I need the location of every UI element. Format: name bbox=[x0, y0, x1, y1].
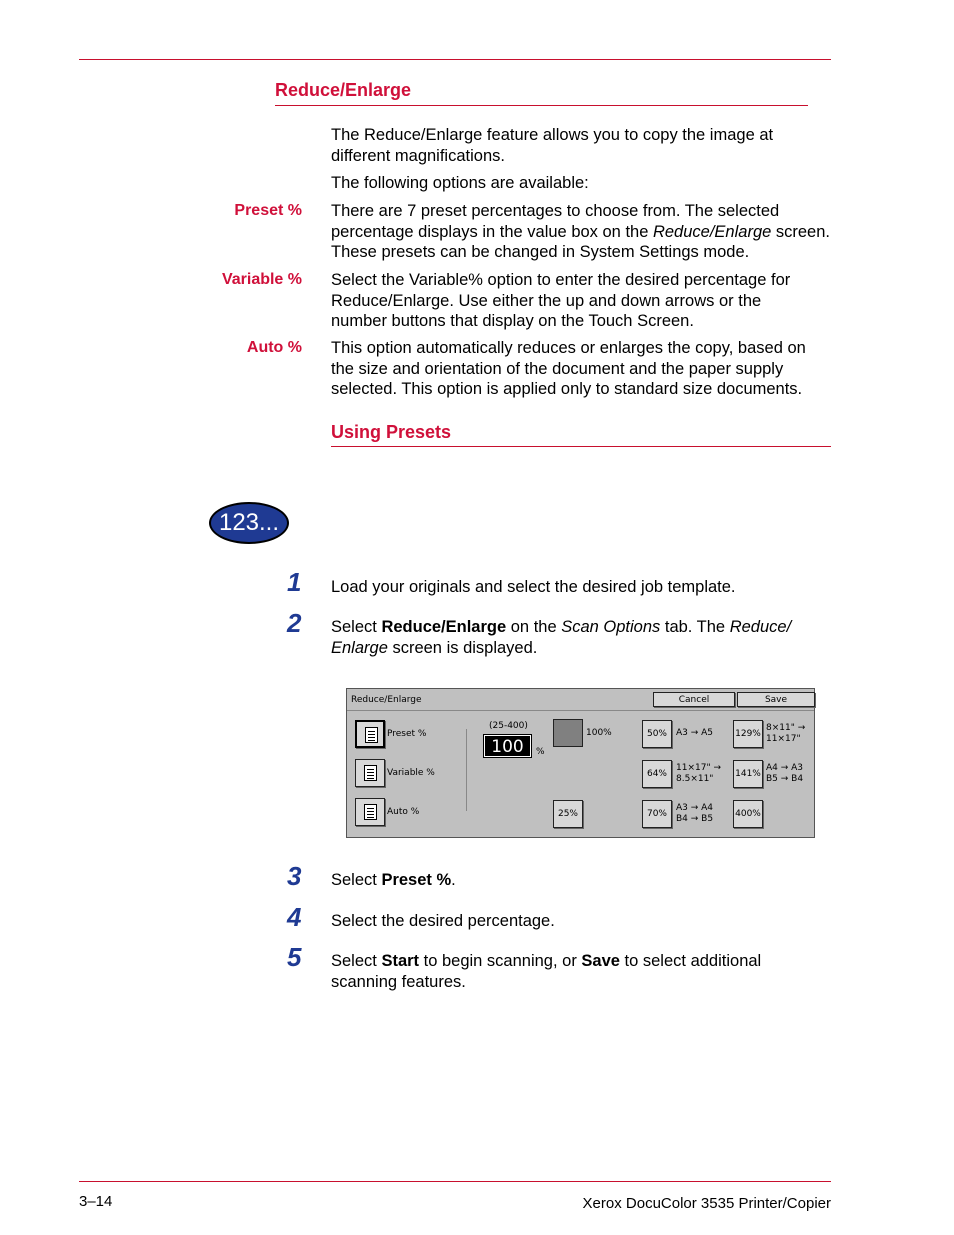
step-2-mid2: tab. The bbox=[660, 618, 730, 636]
step-number-4: 4 bbox=[287, 902, 302, 932]
step-2-italic2: Reduce/ Enlarge bbox=[331, 618, 792, 657]
preset-400-button[interactable]: 400% bbox=[733, 800, 763, 828]
step-number-1: 1 bbox=[287, 567, 302, 597]
variable-doc-icon bbox=[364, 765, 377, 781]
section-title-rule bbox=[275, 105, 808, 106]
step-text-5 bbox=[331, 951, 811, 992]
section-title: Reduce/Enlarge bbox=[275, 80, 412, 100]
subsection-title-rule bbox=[331, 446, 831, 447]
range-label: (25-400) bbox=[489, 721, 528, 731]
preset-50-button[interactable]: 50% bbox=[642, 720, 672, 748]
footer-rule bbox=[79, 1181, 831, 1182]
procedure-badge-text: 123... bbox=[218, 509, 280, 536]
preset-mode-label: Preset % bbox=[387, 729, 427, 739]
option-text-preset-b: screen. These presets can be changed in System Settings mode. bbox=[331, 222, 830, 261]
header-rule bbox=[79, 59, 831, 60]
variable-mode-button[interactable] bbox=[355, 759, 385, 787]
current-swatch-label: 100% bbox=[586, 728, 612, 738]
option-text-preset bbox=[331, 201, 836, 263]
step-2-bold: Reduce/Enlarge bbox=[381, 618, 507, 636]
option-text-auto: This option automatically reduces or enlarges the copy, based on the size and orientation of the document and the paper supply selected. This option is applied only to standard size documents. bbox=[331, 339, 806, 398]
step-2-pre: Select bbox=[331, 618, 382, 636]
mode-divider bbox=[466, 729, 467, 811]
value-box[interactable]: 100 bbox=[484, 735, 531, 757]
preset-50-desc: A3 → A5 bbox=[676, 728, 714, 738]
reduce-enlarge-screen bbox=[346, 688, 815, 838]
preset-129-button[interactable]: 129% bbox=[733, 720, 763, 748]
variable-mode-label: Variable % bbox=[387, 768, 435, 778]
preset-64-desc: 11×17" → 8.5×11" bbox=[676, 763, 721, 784]
preset-129-desc: 8×11" → 11×17" bbox=[766, 723, 806, 744]
save-button[interactable]: Save bbox=[737, 692, 815, 707]
preset-doc-icon bbox=[365, 727, 378, 743]
option-label-auto: Auto % bbox=[246, 339, 302, 356]
step-5-pre: Select bbox=[331, 952, 382, 970]
option-label-preset: Preset % bbox=[234, 202, 302, 219]
step-5-post: to select additional scanning features. bbox=[331, 952, 762, 991]
step-2-post: screen is displayed. bbox=[387, 638, 538, 657]
step-number-2: 2 bbox=[287, 608, 302, 638]
current-swatch bbox=[553, 719, 583, 747]
step-5-mid: to begin scanning, or bbox=[419, 952, 582, 970]
step-text-1: Load your originals and select the desired job template. bbox=[331, 578, 736, 596]
option-text-preset-a: There are 7 preset percentages to choose from. The selected percentage displays in the value box on the bbox=[331, 202, 780, 241]
step-3-bold: Preset % bbox=[381, 871, 452, 889]
step-3-pre: Select bbox=[331, 871, 382, 889]
cancel-button[interactable]: Cancel bbox=[653, 692, 735, 707]
step-2-mid: on the bbox=[506, 618, 562, 636]
auto-doc-icon bbox=[364, 804, 377, 820]
option-label-variable: Variable % bbox=[221, 271, 302, 288]
step-number-5: 5 bbox=[287, 942, 302, 972]
step-text-3 bbox=[331, 870, 811, 891]
step-5-bold: Start bbox=[381, 952, 420, 970]
preset-70-desc: A3 → A4 B4 → B5 bbox=[676, 803, 714, 824]
auto-mode-button[interactable] bbox=[355, 798, 385, 826]
subsection-title: Using Presets bbox=[331, 422, 452, 442]
preset-141-button[interactable]: 141% bbox=[733, 760, 763, 788]
preset-64-button[interactable]: 64% bbox=[642, 760, 672, 788]
option-text-preset-italic: Reduce/Enlarge bbox=[652, 222, 772, 241]
auto-mode-label: Auto % bbox=[387, 807, 420, 817]
intro-paragraph: The Reduce/Enlarge feature allows you to copy the image at different magnifications. bbox=[331, 126, 774, 165]
options-intro: The following options are available: bbox=[331, 174, 589, 192]
step-text-2 bbox=[331, 617, 811, 658]
step-5-bold2: Save bbox=[581, 952, 620, 970]
option-text-variable: Select the Variable% option to enter the desired percentage for Reduce/Enlarge. Use either the up and down arrows or the number buttons that display on the Touch Screen. bbox=[331, 271, 791, 330]
preset-141-desc: A4 → A3 B5 → B4 bbox=[766, 763, 804, 784]
product-name: Xerox DocuColor 3535 Printer/Copier bbox=[582, 1195, 831, 1212]
preset-mode-button[interactable] bbox=[355, 720, 385, 748]
percent-sign: % bbox=[536, 747, 545, 757]
step-2-italic1: Scan Options bbox=[561, 618, 661, 636]
preset-70-button[interactable]: 70% bbox=[642, 800, 672, 828]
page-number: 3–14 bbox=[79, 1193, 113, 1210]
step-text-4: Select the desired percentage. bbox=[331, 912, 555, 930]
step-number-3: 3 bbox=[287, 861, 302, 891]
procedure-badge bbox=[209, 502, 289, 544]
preset-25-button[interactable]: 25% bbox=[553, 800, 583, 828]
step-3-post: . bbox=[451, 871, 456, 889]
screen-title: Reduce/Enlarge bbox=[351, 695, 422, 705]
